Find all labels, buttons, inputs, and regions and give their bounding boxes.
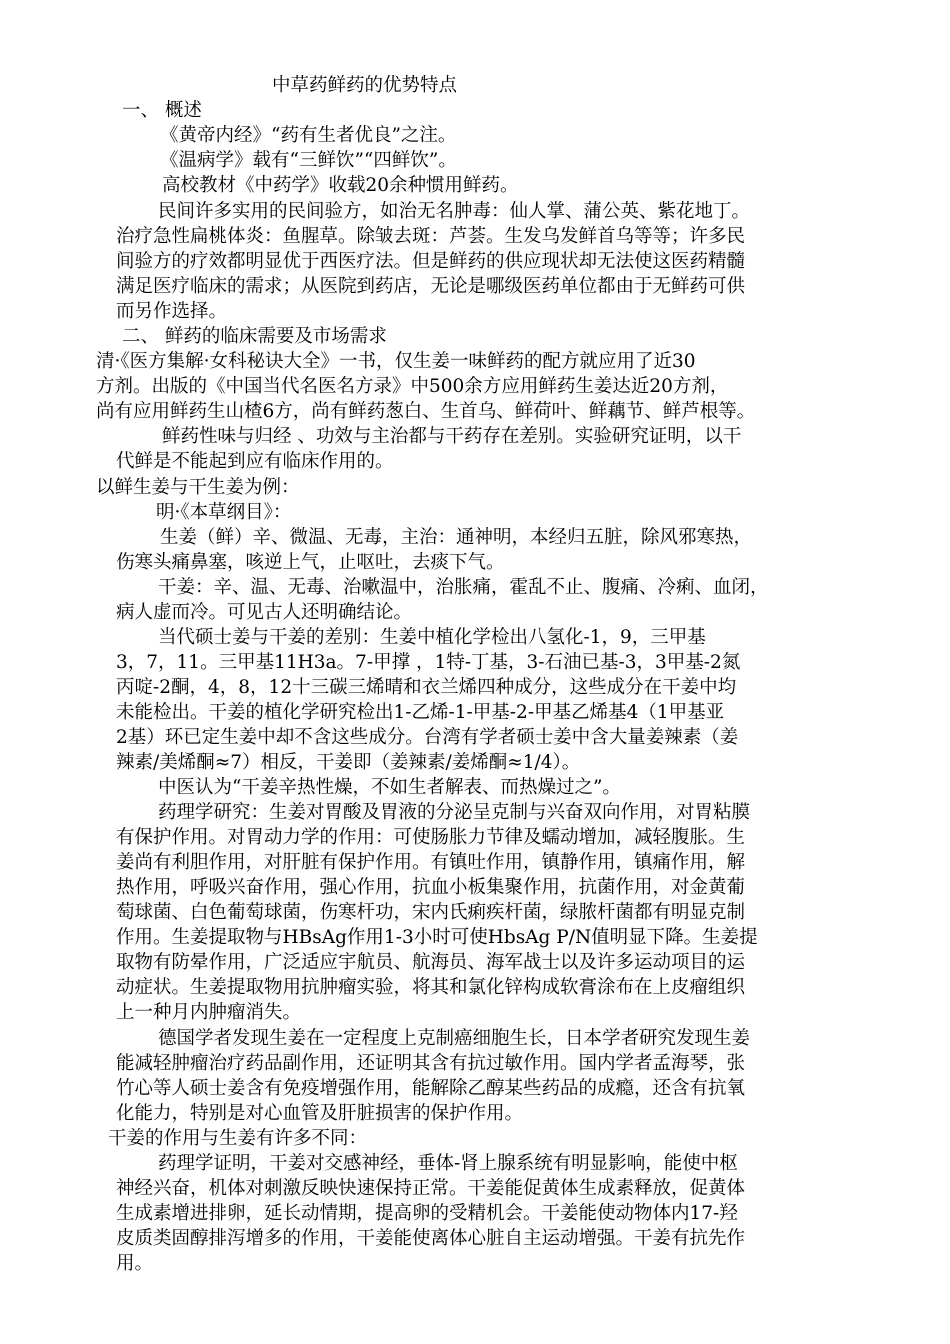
- paragraph-line: 萄球菌、白色葡萄球菌，伤寒杆功，宋内氏痢疾杆菌，绿脓杆菌都有明显克制: [116, 902, 746, 923]
- paragraph-line: 以鲜生姜与干生姜为例：: [96, 477, 300, 498]
- paragraph-line: 辣素/美烯酮≈7）相反，干姜即（姜辣素/姜烯酮≈1/4）。: [116, 752, 581, 773]
- paragraph-line: 上一种月内肿瘤消失。: [116, 1002, 302, 1023]
- paragraph-line: 神经兴奋，机体对刺激反映快速保持正常。干姜能促黄体生成素释放，促黄体: [116, 1178, 746, 1199]
- section-heading: 一、 概述: [122, 100, 202, 121]
- paragraph-line: 病人虚而冷。可见古人还明确结论。: [116, 602, 413, 623]
- section-heading: 二、 鲜药的临床需要及市场需求: [122, 326, 387, 347]
- paragraph-line: 竹心等人硕士姜含有免疫增强作用，能解除乙醇某些药品的成瘾，还含有抗氧: [116, 1078, 746, 1099]
- paragraph-line: 取物有防晕作用，广泛适应宇航员、航海员、海军战士以及许多运动项目的运: [116, 952, 746, 973]
- paragraph-line: 满足医疗临床的需求；从医院到药店，无论是哪级医药单位都由于无鲜药可供: [116, 276, 746, 297]
- paragraph-line: 清·《医方集解·女科秘诀大全》一书，仅生姜一味鲜药的配方就应用了近30: [96, 351, 696, 372]
- paragraph-line: 药理学研究：生姜对胃酸及胃液的分泌呈克制与兴奋双向作用，对胃粘膜: [158, 802, 751, 823]
- paragraph-line: 干姜：辛、温、无毒、治嗽温中，治胀痛，霍乱不止、腹痛、冷痢、血闭，: [158, 577, 769, 598]
- paragraph-line: 干姜的作用与生姜有许多不同：: [108, 1128, 368, 1149]
- paragraph-line: 间验方的疗效都明显优于西医疗法。但是鲜药的供应现状却无法使这医药精髓: [116, 251, 746, 272]
- paragraph-line: 伤寒头痛鼻塞，咳逆上气，止呕吐，去痰下气。: [116, 552, 505, 573]
- paragraph-line: 2基）环已定生姜中却不含这些成分。台湾有学者硕士姜中含大量姜辣素（姜: [116, 727, 739, 748]
- paragraph-line: 《黄帝内经》“药有生者优良”之注。: [160, 125, 457, 146]
- paragraph-line: 而另作选择。: [116, 301, 228, 322]
- paragraph-line: 代鲜是不能起到应有临床作用的。: [116, 451, 394, 472]
- paragraph-line: 丙啶-2酮，4，8，12十三碳三烯晴和衣兰烯四种成分，这些成分在干姜中均: [116, 677, 737, 698]
- paragraph-line: 未能检出。干姜的植化学研究检出1-乙烯-1-甲基-2-甲基乙烯基4（1甲基亚: [116, 702, 725, 723]
- document-title: 中草药鲜药的优势特点: [272, 75, 458, 96]
- paragraph-line: 当代硕士姜与干姜的差别：生姜中植化学检出八氢化-1，9，三甲基: [158, 627, 706, 648]
- paragraph-line: 德国学者发现生姜在一定程度上克制癌细胞生长，日本学者研究发现生姜: [158, 1028, 751, 1049]
- paragraph-line: 皮质类固醇排泻增多的作用，干姜能使离体心脏自主运动增强。干姜有抗先作: [116, 1228, 746, 1249]
- paragraph-line: 《温病学》载有“三鲜饮”“四鲜饮”。: [160, 150, 457, 171]
- paragraph-line: 能减轻肿瘤治疗药品副作用，还证明其含有抗过敏作用。国内学者孟海琴，张: [116, 1053, 746, 1074]
- paragraph-line: 药理学证明，干姜对交感神经，垂体-肾上腺系统有明显影响，能使中枢: [158, 1153, 738, 1174]
- paragraph-line: 用。: [116, 1253, 154, 1274]
- paragraph-line: 中医认为“干姜辛热性燥，不如生者解表、而热燥过之”。: [158, 777, 621, 798]
- paragraph-line: 作用。生姜提取物与HBsAg作用1-3小时可使HbsAg P/N值明显下降。生姜提: [116, 927, 758, 948]
- paragraph-line: 高校教材《中药学》收载20余种惯用鲜药。: [162, 175, 519, 196]
- paragraph-line: 尚有应用鲜药生山楂6方，尚有鲜药葱白、生首乌、鲜荷叶、鲜藕节、鲜芦根等。: [96, 401, 756, 422]
- paragraph-line: 鲜药性味与归经 、功效与主治都与干药存在差别。实验研究证明，以干: [162, 426, 742, 447]
- paragraph-line: 生成素增进排卵，延长动情期，提高卵的受精机会。干姜能使动物体内17-羟: [116, 1203, 738, 1224]
- paragraph-line: 治疗急性扁桃体炎：鱼腥草。除皱去斑：芦荟。生发乌发鲜首乌等等；许多民: [116, 226, 746, 247]
- paragraph-line: 明·《本草纲目》：: [156, 502, 292, 523]
- paragraph-line: 动症状。生姜提取物用抗肿瘤实验，将其和氯化锌构成软膏涂布在上皮瘤组织: [116, 977, 746, 998]
- paragraph-line: 3，7，11。三甲基11H3a。7-甲撑 ，1特-丁基，3-石油已基-3，3甲基-2氮: [116, 652, 741, 673]
- paragraph-line: 热作用，呼吸兴奋作用，强心作用，抗血小板集聚作用，抗菌作用，对金黄葡: [116, 877, 746, 898]
- paragraph-line: 有保护作用。对胃动力学的作用：可使肠胀力节律及蠕动增加，减轻腹胀。生: [116, 827, 746, 848]
- paragraph-line: 生姜（鲜）辛、微温、无毒，主治：通神明，本经归五脏，除风邪寒热，: [160, 527, 753, 548]
- paragraph-line: 化能力，特别是对心血管及肝脏损害的保护作用。: [116, 1103, 524, 1124]
- paragraph-line: 民间许多实用的民间验方，如治无名肿毒：仙人掌、蒲公英、紫花地丁。: [158, 201, 751, 222]
- paragraph-line: 方剂。出版的《中国当代名医名方录》中500余方应用鲜药生姜达近20方剂，: [96, 376, 729, 397]
- paragraph-line: 姜尚有利胆作用，对肝脏有保护作用。有镇吐作用，镇静作用，镇痛作用，解: [116, 852, 746, 873]
